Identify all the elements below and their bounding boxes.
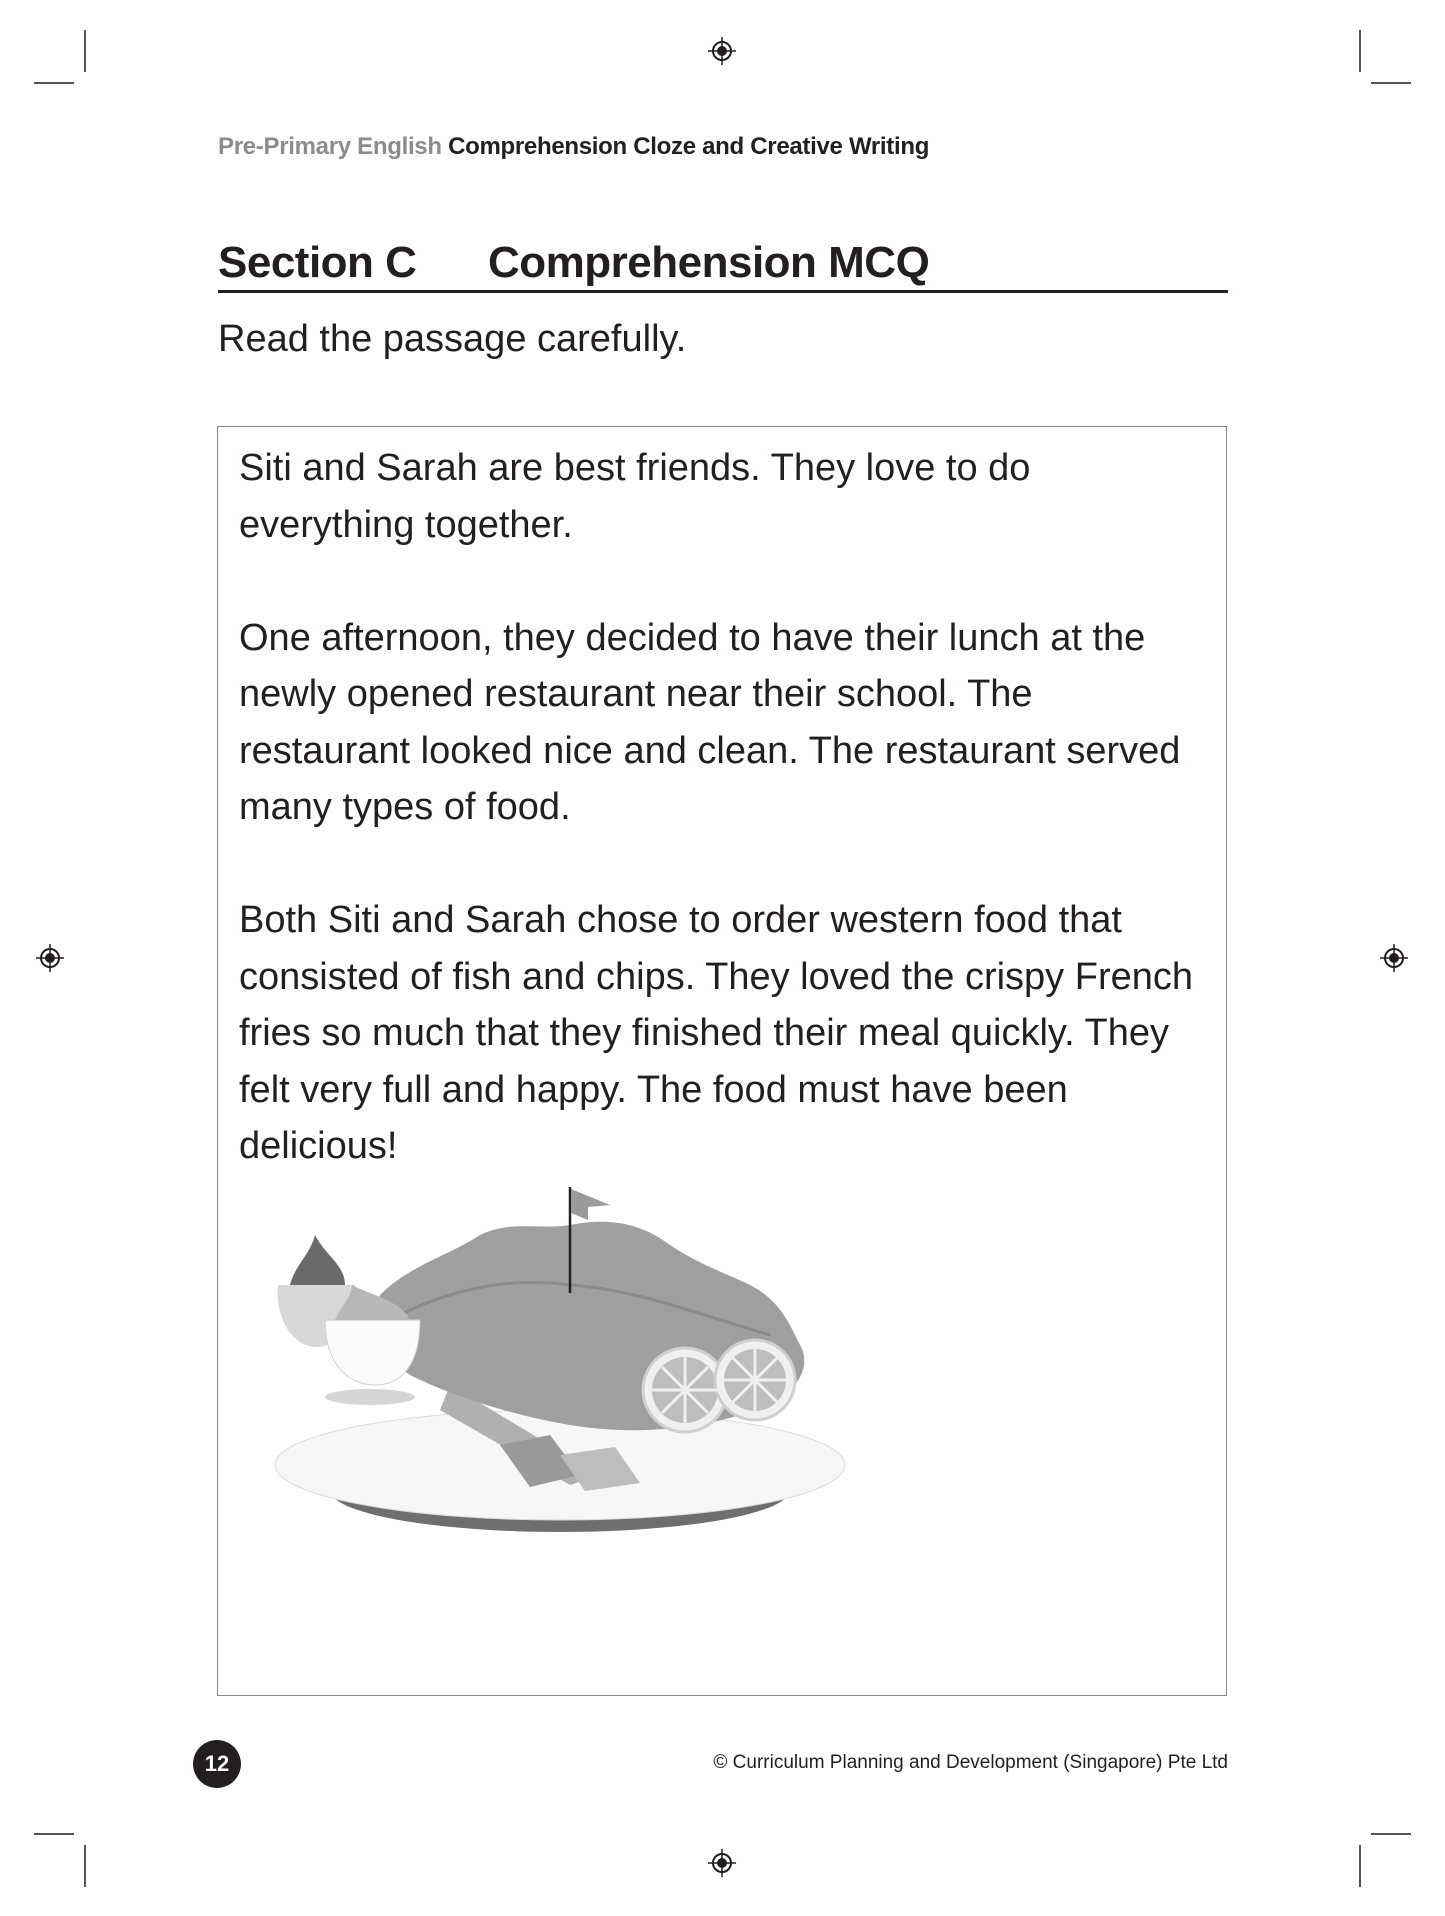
passage-paragraph: Both Siti and Sarah chose to order western food that consisted of fish and chips. They loved the crispy French fries so much that they finished their meal quickly. They felt very full and happy. The food must have been delicious! <box>239 899 1194 1167</box>
crop-mark <box>1359 1845 1361 1887</box>
running-header <box>218 133 929 161</box>
crop-mark <box>1359 30 1361 72</box>
crop-mark <box>34 82 74 84</box>
passage-paragraph: One afternoon, they decided to have their lunch at the newly opened restaurant near their school. The restaurant looked nice and clean. The restaurant served many types of food. <box>239 616 1181 828</box>
crop-mark <box>34 1833 74 1835</box>
crop-mark <box>1371 82 1411 84</box>
crop-mark <box>1371 1833 1411 1835</box>
crop-mark <box>84 30 86 72</box>
registration-mark-icon <box>1379 943 1409 973</box>
book-title: Comprehension Cloze and Creative Writing <box>448 133 930 160</box>
section-heading <box>218 238 1228 293</box>
registration-mark-icon <box>707 1848 737 1878</box>
instruction: Read the passage carefully. <box>218 318 687 360</box>
registration-mark-icon <box>707 36 737 66</box>
series-name: Pre-Primary English <box>218 133 442 160</box>
copyright-notice: © Curriculum Planning and Development (Singapore) Pte Ltd <box>713 1752 1228 1773</box>
section-label: Section C <box>218 238 417 287</box>
registration-mark-icon <box>35 943 65 973</box>
fish-and-chips-plate-icon <box>270 1175 850 1560</box>
passage-paragraph: Siti and Sarah are best friends. They love to do everything together. <box>239 447 1031 546</box>
page-number: 12 <box>193 1740 241 1788</box>
section-title: Comprehension MCQ <box>488 238 930 287</box>
crop-mark <box>84 1845 86 1887</box>
passage <box>239 440 1199 1231</box>
